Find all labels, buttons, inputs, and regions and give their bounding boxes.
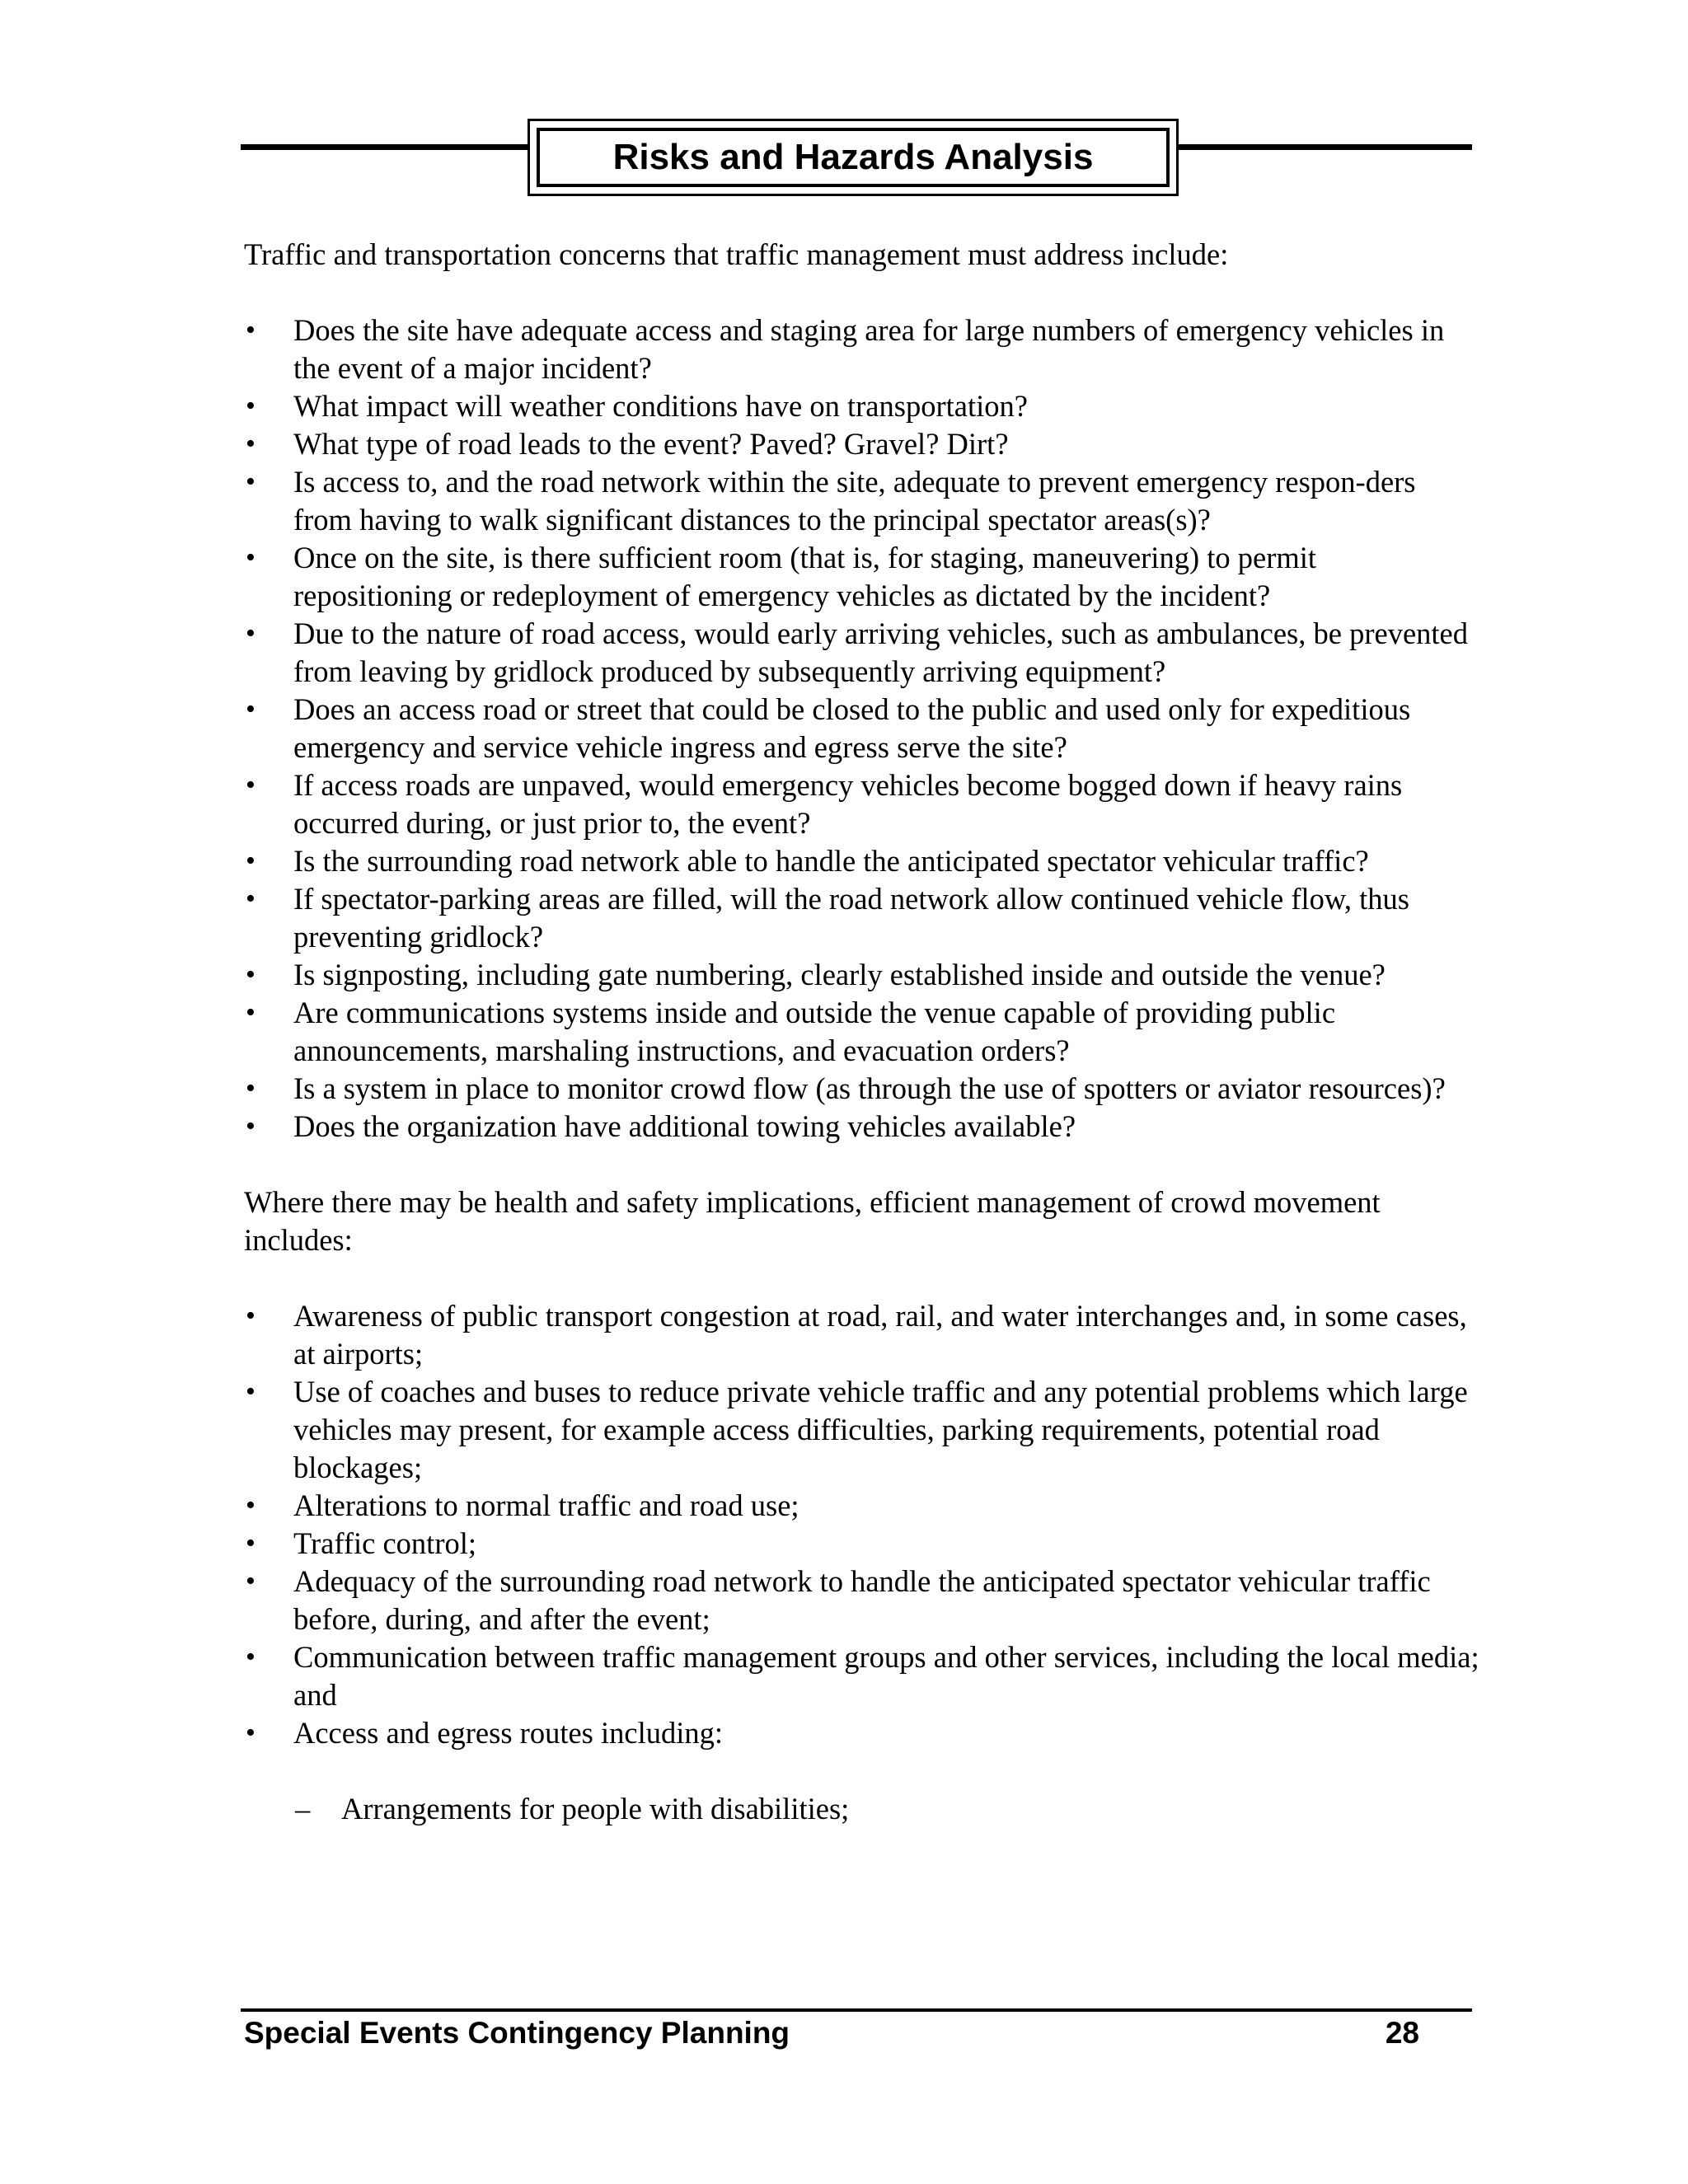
list-item: • Are communications systems inside and outside the venue capable of providing public announcements, marshaling instructions, and evacuation orders?: [246, 996, 1336, 1067]
list-item: • Is signposting, including gate numbering, clearly established inside and outside the venue?: [246, 958, 1386, 991]
list-item: • Traffic control;: [246, 1526, 477, 1560]
list-item: • Once on the site, is there sufficient room (that is, for staging, maneuvering) to permit repositioning or redeployment of emergency vehicles as dictated by the incident?: [246, 541, 1317, 612]
header-rule-right: [1179, 144, 1472, 150]
list-item: • Is the surrounding road network able to handle the anticipated spectator vehicular traffic?: [246, 844, 1369, 878]
list-item: • Does the site have adequate access and staging area for large numbers of emergency vehicles in the event of a major incident?: [246, 313, 1445, 385]
list-item: • Awareness of public transport congestion at road, rail, and water interchanges and, in some cases, at airports;: [246, 1299, 1467, 1371]
crowd-movement-paragraph: Where there may be health and safety implications, efficient management of crowd movement includes:: [244, 1185, 1381, 1257]
access-routes-sublist: [244, 1790, 1480, 1828]
list-item: • Due to the nature of road access, would early arriving vehicles, such as ambulances, be prevented from leaving by gridlock produced by subsequently arriving equipment?: [246, 616, 1468, 688]
list-item: • Does an access road or street that could be closed to the public and used only for expeditious emergency and service vehicle ingress and egress serve the site?: [246, 692, 1411, 764]
intro-paragraph: Traffic and transportation concerns that traffic management must address include:: [244, 237, 1229, 271]
list-item: • Adequacy of the surrounding road network to handle the anticipated spectator vehicular traffic before, during, and after the event;: [246, 1564, 1431, 1636]
list-item: • Is access to, and the road network within the site, adequate to prevent emergency respon-ders from having to walk significant distances to the principal spectator areas(s)?: [246, 465, 1416, 537]
header-title-box: [528, 119, 1179, 196]
list-item: • Alterations to normal traffic and road use;: [246, 1488, 799, 1522]
list-item: • Use of coaches and buses to reduce private vehicle traffic and any potential problems which large vehicles may present, for example access difficulties, parking requirements, potential road blockages;: [246, 1375, 1468, 1484]
list-item: • Does the organization have additional towing vehicles available?: [246, 1109, 1076, 1143]
traffic-concerns-list: [244, 312, 1480, 1146]
sub-list-item: – Arrangements for people with disabilities;: [295, 1792, 850, 1825]
footer-rule: [241, 2008, 1472, 2012]
crowd-movement-list: [244, 1297, 1480, 1752]
page-number: 28: [1385, 2016, 1419, 2050]
page-title: Risks and Hazards Analysis: [612, 137, 1094, 177]
list-item: • What type of road leads to the event? Paved? Gravel? Dirt?: [246, 427, 1009, 461]
header-rule-left: [241, 144, 529, 150]
list-item: • Is a system in place to monitor crowd flow (as through the use of spotters or aviator resources)?: [246, 1071, 1446, 1105]
list-item: • Access and egress routes including:: [246, 1716, 723, 1750]
list-item: • What impact will weather conditions have on transportation?: [246, 389, 1028, 423]
list-item: • If access roads are unpaved, would emergency vehicles become bogged down if heavy rains occurred during, or just prior to, the event?: [246, 768, 1403, 840]
document-body: [244, 236, 1480, 1828]
footer-title: Special Events Contingency Planning: [244, 2016, 790, 2050]
list-item: • If spectator-parking areas are filled, will the road network allow continued vehicle flow, thus preventing gridlock?: [246, 882, 1410, 954]
list-item: • Communication between traffic management groups and other services, including the local media; and: [246, 1640, 1479, 1712]
